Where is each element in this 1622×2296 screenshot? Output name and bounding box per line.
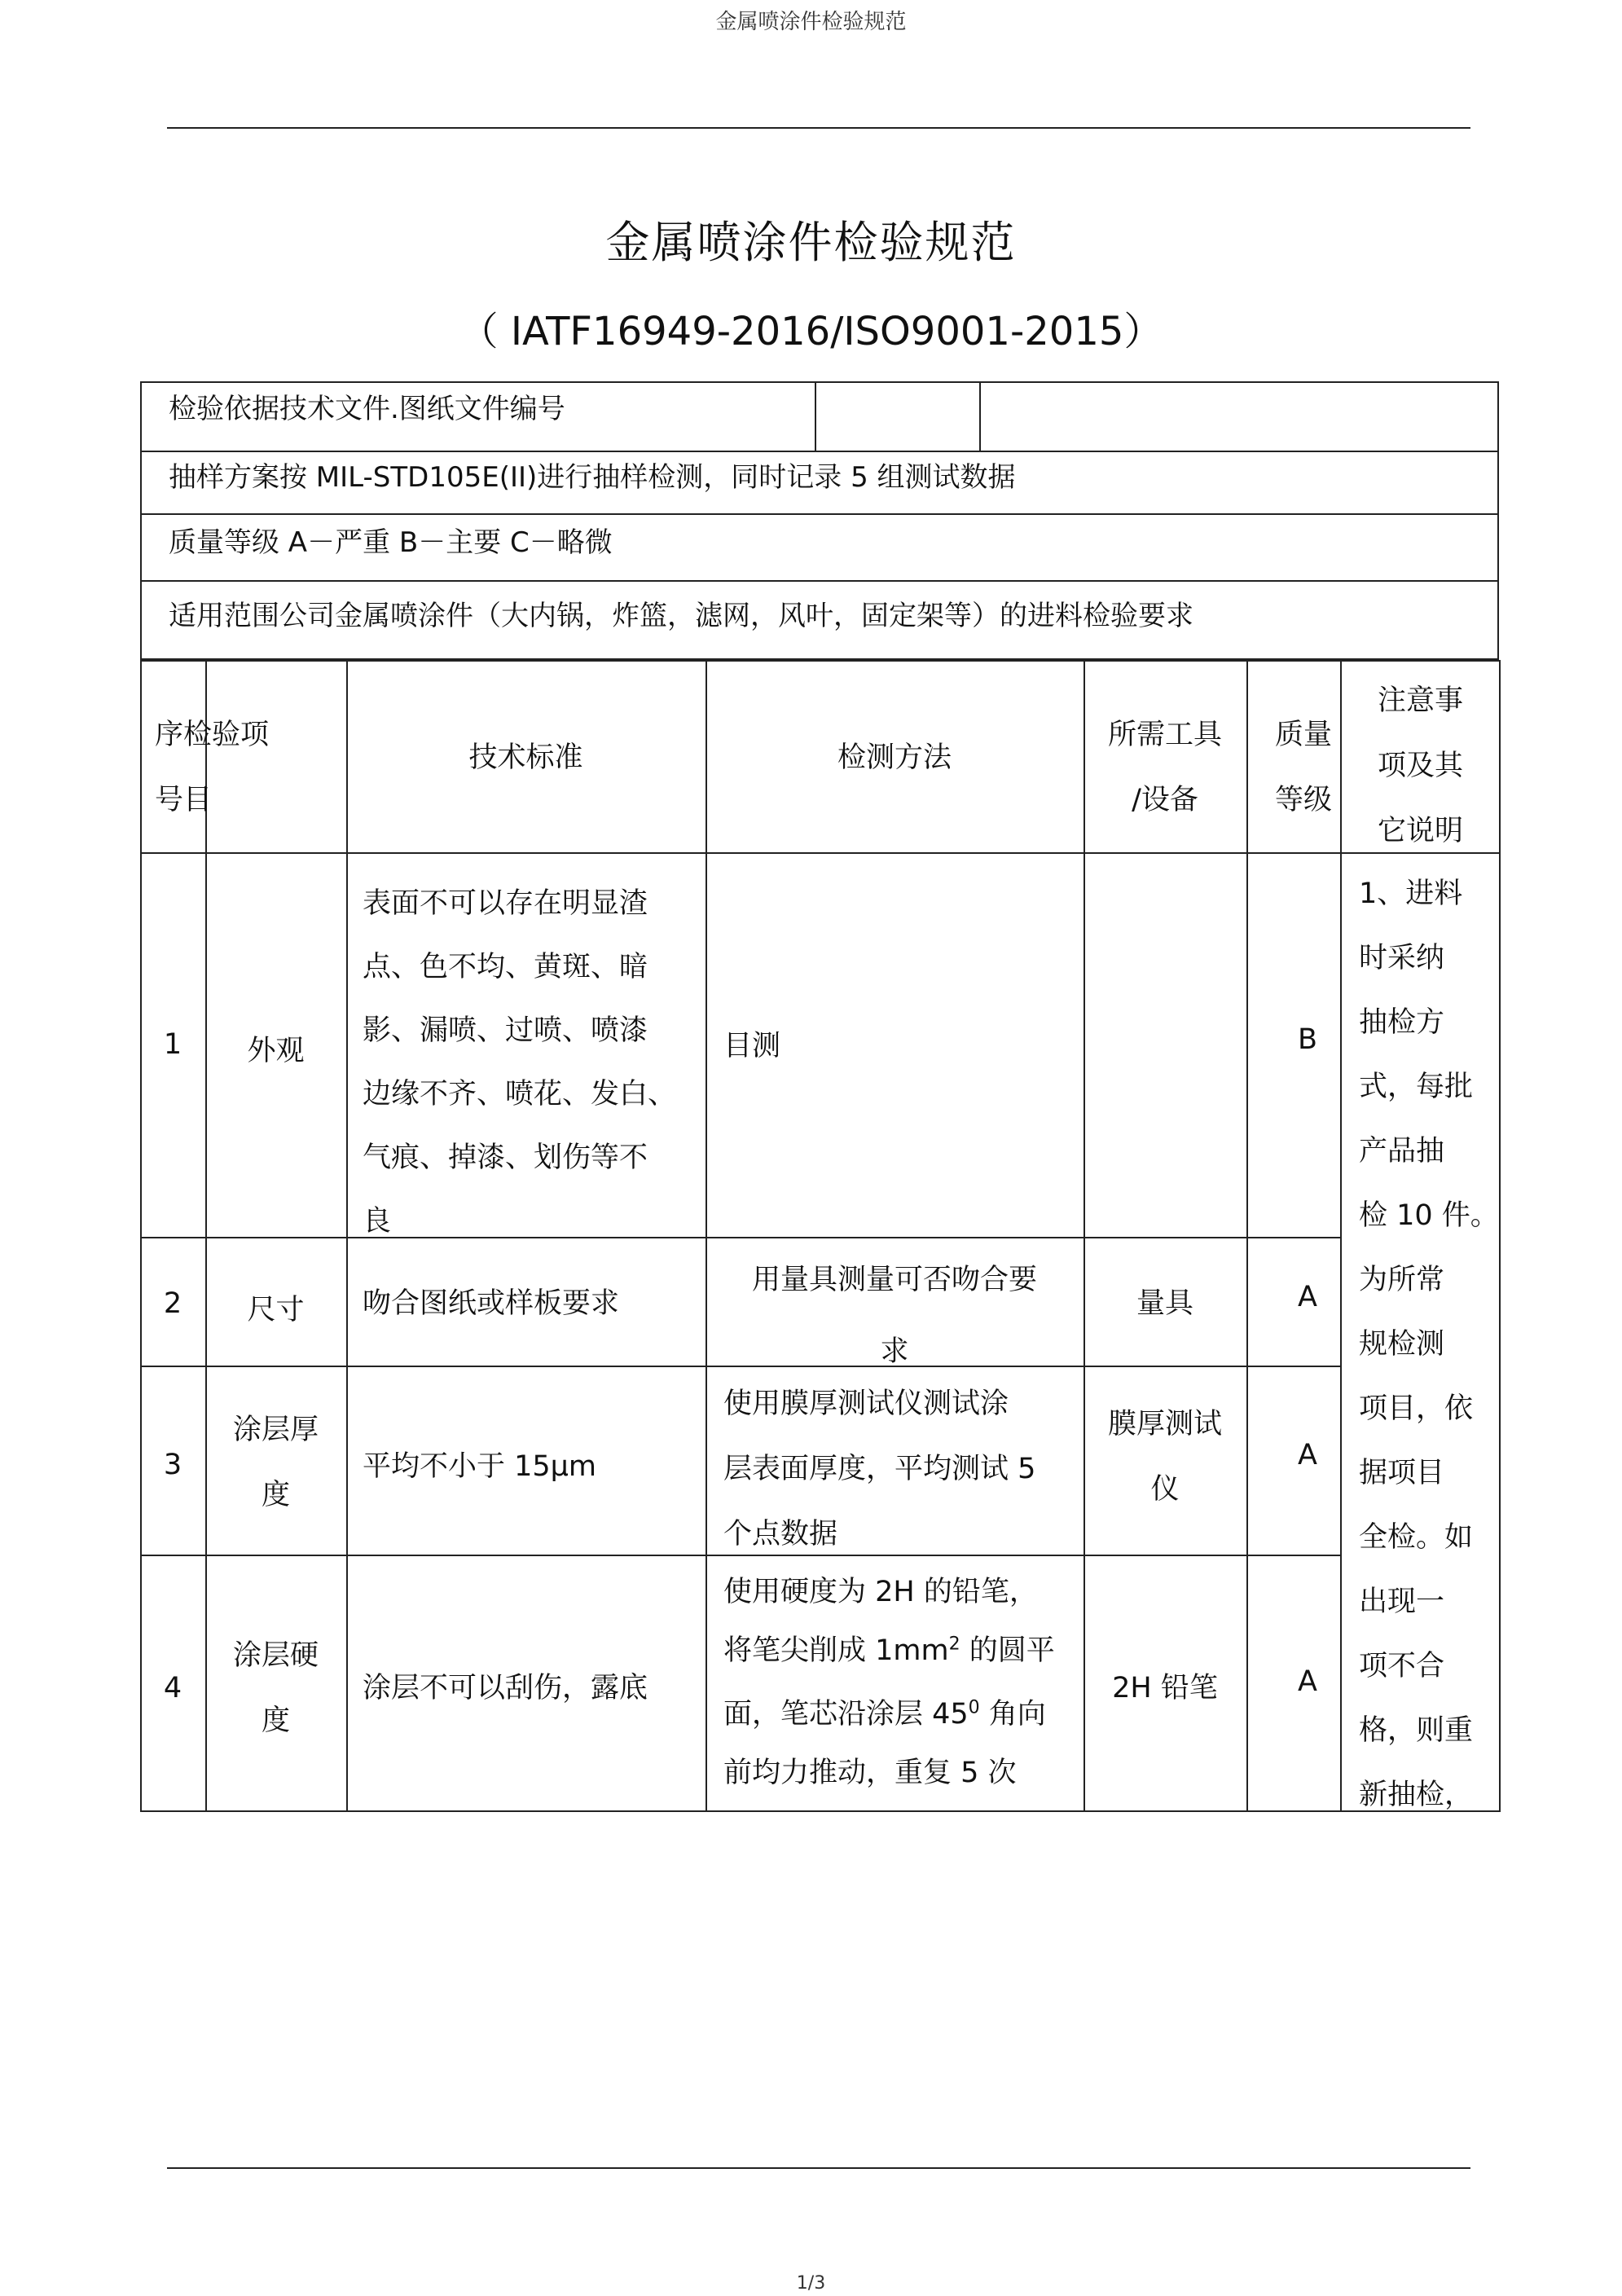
header-serial-no: 序 号 (155, 719, 184, 816)
document-subtitle: （ IATF16949-2016/ISO9001-2015） (459, 309, 1163, 354)
info-divider (140, 513, 1499, 515)
row-2-tool: 量具 (1136, 1287, 1193, 1320)
notes-text: 1、进料 时采纳 抽检方 式，每批 产品抽 检 10 件。 为所常 规检测 项目，依 据项目 全检。如 出现一 项不合 格，则重 新抽检， (1359, 877, 1499, 1811)
row-2-no: 2 (163, 1287, 182, 1320)
header-quality-grade: 质量 等级 (1274, 719, 1332, 816)
row-4-tool: 2H 铅笔 (1112, 1672, 1218, 1704)
row-3-method: 使用膜厚测试仪测试涂 层表面厚度，平均测试 5 个点数据 (723, 1388, 1036, 1550)
header-notes: 注意事 项及其 它说明 (1377, 684, 1463, 847)
table-col-line (346, 660, 348, 1812)
header-rule (167, 127, 1470, 129)
info-divider (979, 381, 981, 451)
row-4-standard: 涂层不可以刮伤，露底 (363, 1672, 648, 1704)
footer-rule (167, 2167, 1470, 2169)
table-col-line (706, 660, 707, 1812)
row-4-grade: A (1298, 1665, 1317, 1698)
header-inspection-item: 检验项 目 (183, 719, 270, 816)
table-row-line (140, 1237, 1340, 1238)
row-4-method: 使用硬度为 2H 的铅笔， 将笔尖削成 $1mm^2$ 的圆平 面，笔芯沿涂层 $45^0$ 角向 前均力推动，重复 5 次 (723, 1576, 1055, 1789)
sampling-plan: 抽样方案按 MIL-STD105E(II)进行抽样检测，同时记录 5 组测试数据 (169, 461, 1016, 494)
header-tools: 所需工具 /设备 (1107, 719, 1222, 816)
info-divider (815, 381, 816, 451)
info-divider (140, 451, 1499, 452)
quality-grades: 质量等级 A－严重 B－主要 C－略微 (169, 526, 613, 559)
row-1-standard: 表面不可以存在明显渣 点、色不均、黄斑、暗 影、漏喷、过喷、喷漆 边缘不齐、喷花、发白、 气痕、掉漆、划伤等不 良 (363, 887, 677, 1238)
page-number: 1/3 (796, 2273, 826, 2294)
row-3-tool: 膜厚测试 仪 (1107, 1408, 1222, 1506)
row-4-no: 4 (163, 1672, 182, 1704)
scope: 适用范围公司金属喷涂件（大内锅，炸篮，滤网，风叶，固定架等）的进料检验要求 (169, 600, 1193, 632)
info-divider (140, 580, 1499, 582)
row-1-no: 1 (163, 1028, 182, 1061)
row-2-item: 尺寸 (247, 1294, 305, 1326)
row-2-standard: 吻合图纸或样板要求 (363, 1287, 620, 1320)
row-1-method: 目测 (723, 1030, 781, 1062)
row-2-grade: A (1298, 1281, 1317, 1313)
row-2-method: 用量具测量可否吻合要 求 (751, 1264, 1037, 1368)
row-3-item: 涂层厚 度 (232, 1414, 319, 1511)
row-3-standard: 平均不小于 15μm (363, 1450, 597, 1483)
document-title: 金属喷涂件检验规范 (605, 217, 1017, 268)
table-row-line (140, 852, 1501, 854)
row-3-no: 3 (163, 1449, 182, 1481)
table-col-line (1084, 660, 1085, 1812)
running-header: 金属喷涂件检验规范 (715, 10, 907, 34)
row-4-item: 涂层硬 度 (232, 1639, 319, 1737)
row-1-item: 外观 (247, 1035, 305, 1067)
header-technical-standard: 技术标准 (468, 741, 583, 774)
inspection-basis: 检验依据技术文件.图纸文件编号 (169, 393, 565, 425)
header-test-method: 检测方法 (837, 741, 952, 774)
table-col-line (1246, 660, 1248, 1812)
row-3-grade: A (1298, 1439, 1317, 1471)
row-1-grade: B (1297, 1023, 1317, 1056)
